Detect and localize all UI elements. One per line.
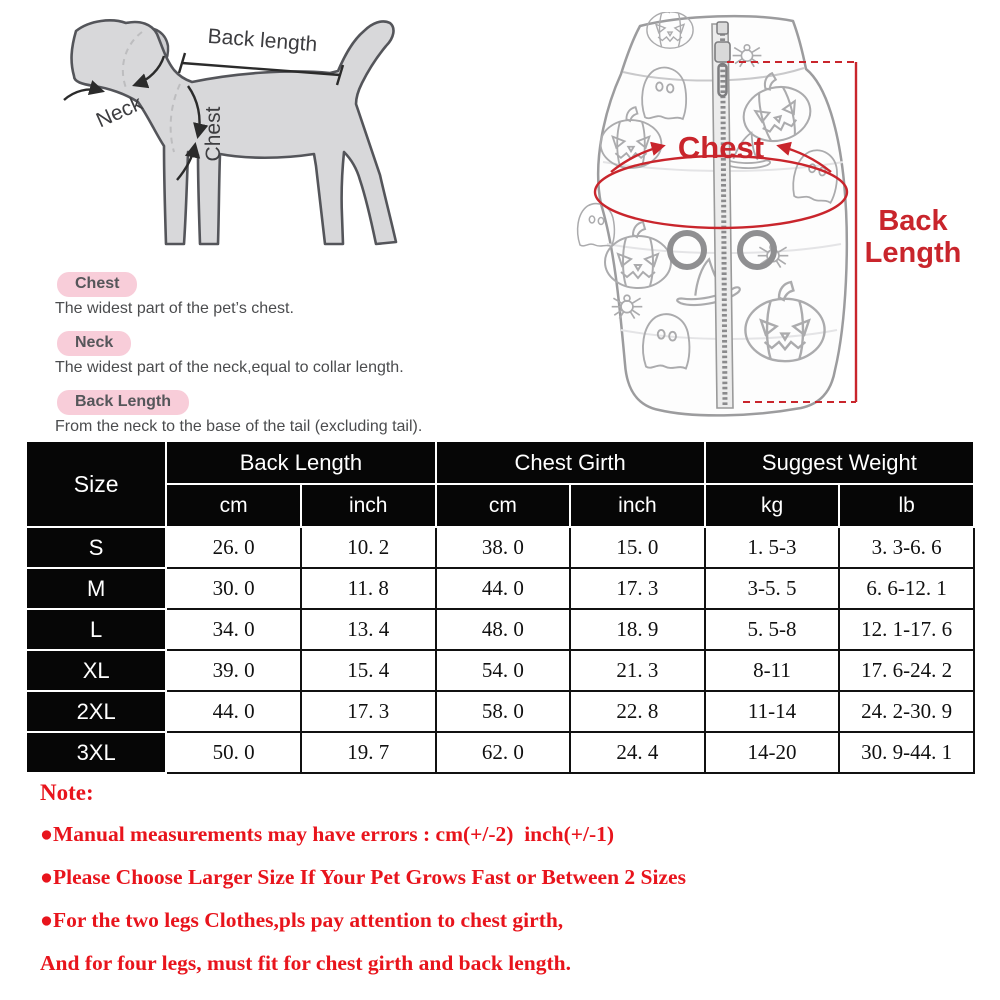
chest-term-badge: Chest: [57, 272, 137, 297]
table-cell: 24. 4: [570, 732, 705, 773]
suggest-weight-group-header: Suggest Weight: [705, 441, 974, 484]
dog-neck-label: Neck: [92, 91, 146, 133]
back-length-group-header: Back Length: [166, 441, 435, 484]
size-chart-table-container: [25, 440, 975, 774]
notes-heading: Note:: [40, 780, 94, 805]
size-label: 3XL: [26, 732, 166, 773]
table-cell: 54. 0: [436, 650, 571, 691]
size-label: L: [26, 609, 166, 650]
table-row: [26, 732, 974, 773]
table-cell: 30. 0: [166, 568, 301, 609]
table-header-row-groups: [26, 441, 974, 484]
table-cell: 19. 7: [301, 732, 436, 773]
note-line-choose-larger: ●Please Choose Larger Size If Your Pet Grows Fast or Between 2 Sizes: [40, 865, 686, 889]
dog-back-length-label: Back length: [206, 24, 319, 57]
table-cell: 34. 0: [166, 609, 301, 650]
table-cell: 22. 8: [570, 691, 705, 732]
table-cell: 13. 4: [301, 609, 436, 650]
definition-neck: [55, 331, 535, 377]
table-row: [26, 527, 974, 568]
note-line-four-legs: And for four legs, must fit for chest girth and back length.: [40, 951, 571, 975]
table-cell: 30. 9-44. 1: [839, 732, 974, 773]
unit-header: inch: [301, 484, 436, 527]
table-cell: 14-20: [705, 732, 840, 773]
unit-header: cm: [436, 484, 571, 527]
definition-back-length: [55, 390, 535, 436]
table-row: [26, 568, 974, 609]
definition-chest: [55, 272, 535, 318]
table-cell: 26. 0: [166, 527, 301, 568]
table-cell: 1. 5-3: [705, 527, 840, 568]
note-line-two-legs: ●For the two legs Clothes,pls pay attention to chest girth,: [40, 908, 564, 932]
vest-measure-diagram: [575, 12, 1000, 432]
table-cell: 11-14: [705, 691, 840, 732]
table-cell: 10. 2: [301, 527, 436, 568]
table-cell: 17. 3: [570, 568, 705, 609]
table-cell: 12. 1-17. 6: [839, 609, 974, 650]
neck-arrow-left: [64, 89, 102, 100]
table-cell: 6. 6-12. 1: [839, 568, 974, 609]
neck-term-badge: Neck: [57, 331, 131, 356]
table-row: [26, 691, 974, 732]
table-cell: 21. 3: [570, 650, 705, 691]
table-cell: 11. 8: [301, 568, 436, 609]
table-cell: 17. 6-24. 2: [839, 650, 974, 691]
note-line-measurement-error: ●Manual measurements may have errors : cm(+/-2) inch(+/-1): [40, 822, 615, 846]
table-cell: 15. 4: [301, 650, 436, 691]
table-cell: 8-11: [705, 650, 840, 691]
table-cell: 44. 0: [436, 568, 571, 609]
size-label: XL: [26, 650, 166, 691]
measurement-definitions: [55, 272, 535, 449]
neck-definition-text: The widest part of the neck,equal to collar length.: [55, 359, 404, 376]
unit-header: lb: [839, 484, 974, 527]
table-cell: 44. 0: [166, 691, 301, 732]
table-cell: 48. 0: [436, 609, 571, 650]
vest-chest-label: Chest: [677, 130, 765, 165]
chest-girth-group-header: Chest Girth: [436, 441, 705, 484]
size-column-header: Size: [26, 441, 166, 527]
size-label: 2XL: [26, 691, 166, 732]
size-label: M: [26, 568, 166, 609]
vest-back-length-label-line2: Length: [864, 237, 962, 269]
dog-silhouette: [72, 20, 396, 244]
table-cell: 17. 3: [301, 691, 436, 732]
table-header-row-units: [26, 484, 974, 527]
unit-header: cm: [166, 484, 301, 527]
table-cell: 3. 3-6. 6: [839, 527, 974, 568]
table-row: [26, 650, 974, 691]
table-cell: 3-5. 5: [705, 568, 840, 609]
table-row: [26, 609, 974, 650]
vest-back-length-label-line1: Back: [878, 205, 948, 237]
table-cell: 5. 5-8: [705, 609, 840, 650]
unit-header: inch: [570, 484, 705, 527]
table-cell: 58. 0: [436, 691, 571, 732]
unit-header: kg: [705, 484, 840, 527]
size-chart-table: [25, 440, 975, 774]
back-length-term-badge: Back Length: [57, 390, 189, 415]
table-cell: 39. 0: [166, 650, 301, 691]
dog-chest-label: Chest: [202, 106, 225, 162]
table-cell: 15. 0: [570, 527, 705, 568]
size-label: S: [26, 527, 166, 568]
table-cell: 18. 9: [570, 609, 705, 650]
table-cell: 62. 0: [436, 732, 571, 773]
table-cell: 24. 2-30. 9: [839, 691, 974, 732]
table-cell: 38. 0: [436, 527, 571, 568]
back-length-definition-text: From the neck to the base of the tail (excluding tail).: [55, 418, 423, 435]
notes-section: [40, 780, 970, 994]
chest-definition-text: The widest part of the pet’s chest.: [55, 300, 294, 317]
table-cell: 50. 0: [166, 732, 301, 773]
dog-measure-diagram: [30, 14, 480, 272]
